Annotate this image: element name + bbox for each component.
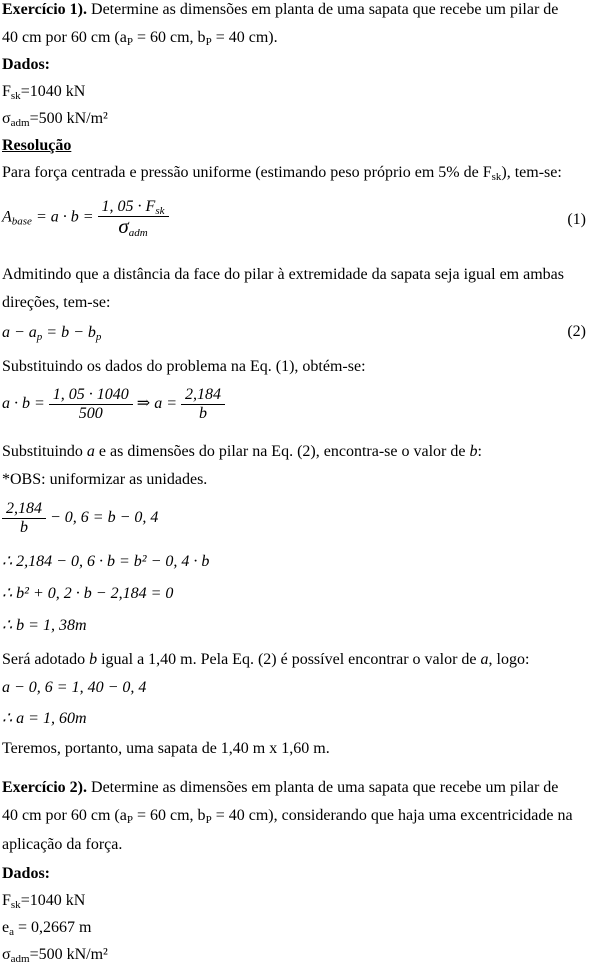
ex1-statement-2-end: = 40 cm). <box>211 29 278 46</box>
equation-6: ∴ b² + 0, 2 · b − 2,184 = 0 <box>2 585 174 602</box>
eq1-denominator: σ <box>118 214 129 238</box>
equation-4 <box>2 500 158 537</box>
ex1-resolucao: Resolução <box>2 137 72 154</box>
ex1-text-1-sub: sk <box>491 171 502 183</box>
ex1-statement-line2 <box>2 28 278 48</box>
ex2-statement-2-mid: = 60 cm, b <box>132 807 206 824</box>
eq4-numerator: 2,184 <box>2 500 46 519</box>
eq2-tag: (2) <box>567 323 586 340</box>
ex1-text-5c: : <box>477 443 482 460</box>
ex2-fsk-sub: sk <box>10 899 21 911</box>
eq1-fraction <box>98 198 169 238</box>
ex2-statement-line1 <box>2 778 558 798</box>
ex1-obs: *OBS: uniformizar as unidades. <box>2 471 208 488</box>
ex1-sigma-sub: adm <box>10 117 30 129</box>
ex1-fsk-label: F <box>2 83 11 100</box>
ex1-text-6-var-b: b <box>89 651 98 668</box>
equation-5: ∴ 2,184 − 0, 6 · b = b² − 0, 4 · b <box>2 553 210 570</box>
ex1-text-1-main: Para força centrada e pressão uniforme (estimando peso próprio em 5% de F <box>2 164 492 181</box>
ex1-statement-2-mid: = 60 cm, b <box>132 29 206 46</box>
eq2-mid: = b − b <box>42 324 96 341</box>
ex1-sub-bp: P <box>205 36 212 48</box>
ex1-text-5-var-a: a <box>86 443 95 460</box>
ex2-ea-label: e <box>2 919 10 936</box>
ex2-statement-2: 40 cm por 60 cm (a <box>2 807 127 824</box>
equation-1 <box>2 198 169 238</box>
ex1-text-5 <box>2 442 482 462</box>
eq4-fraction <box>2 500 46 537</box>
ex2-sigma <box>2 945 108 965</box>
ex2-sigma-sub: adm <box>10 953 30 965</box>
equation-7: ∴ b = 1, 38m <box>2 617 87 634</box>
ex1-sigma <box>2 109 108 129</box>
eq3-fraction-2 <box>181 386 225 423</box>
ex1-text-5b: e as dimensões do pilar na Eq. (2), encontra-se o valor de <box>94 443 470 460</box>
eq1-numerator-sub: sk <box>155 205 165 217</box>
equation-9: ∴ a = 1, 60m <box>2 710 87 727</box>
ex2-statement-3: aplicação da força. <box>2 836 123 853</box>
eq3-numerator-2: 2,184 <box>181 386 225 405</box>
eq3-lhs: a · b = <box>2 395 49 413</box>
ex1-text-6a: Será adotado <box>2 651 90 668</box>
eq3-fraction-1 <box>49 386 133 423</box>
ex1-text-4: Substituindo os dados do problema na Eq. (1), obtém-se: <box>2 358 366 375</box>
eq3-arrow: ⇒ a = <box>136 395 181 413</box>
ex1-dados-label: Dados: <box>2 56 51 73</box>
equation-3 <box>2 386 225 423</box>
eq3-denominator: 500 <box>78 405 103 422</box>
eq2-part1: a − a <box>2 324 37 341</box>
eq1-mid: = a · b = <box>31 208 98 226</box>
eq1-lhs-sub: base <box>11 215 32 228</box>
ex1-text-5a: Substituindo <box>2 443 87 460</box>
eq2-sub1: p <box>36 331 43 343</box>
eq1-tag: (1) <box>567 211 586 228</box>
ex1-text-6b: igual a 1,40 m. Pela Eq. (2) é possível encontrar o valor de <box>97 651 481 668</box>
ex2-fsk-value: =1040 kN <box>20 892 86 909</box>
ex1-text-6-var-a: a <box>480 651 489 668</box>
ex1-statement-1: Determine as dimensões em planta de uma sapata que recebe um pilar de <box>91 1 559 18</box>
ex1-text-6c: , logo: <box>488 651 530 668</box>
ex2-fsk <box>2 891 85 911</box>
ex1-text-2: Admitindo que a distância da face do pilar à extremidade da sapata seja igual em ambas <box>2 266 564 283</box>
ex2-statement-2-end: = 40 cm), considerando que haja uma excentricidade na <box>211 807 573 824</box>
eq2-sub2: p <box>95 331 102 343</box>
ex1-text-1 <box>2 163 562 183</box>
ex1-text-1-end: ), tem-se: <box>501 164 562 181</box>
ex2-sub-bp: P <box>205 814 212 826</box>
ex2-ea-value: = 0,2667 m <box>14 919 92 936</box>
eq1-lhs: A <box>2 208 12 226</box>
ex1-sigma-label: σ <box>2 110 11 127</box>
ex1-text-6 <box>2 650 529 670</box>
ex1-fsk-sub: sk <box>10 90 21 102</box>
ex2-fsk-label: F <box>2 892 11 909</box>
ex2-statement-line2 <box>2 806 573 826</box>
ex2-sub-ap: P <box>126 814 133 826</box>
eq1-numerator: 1, 05 · F <box>101 198 156 215</box>
ex2-ea <box>2 918 91 938</box>
eq3-denominator-2: b <box>199 405 207 422</box>
equation-2 <box>2 322 101 344</box>
ex1-sigma-value: =500 kN/m² <box>29 110 108 127</box>
eq3-numerator: 1, 05 · 1040 <box>49 386 133 405</box>
ex1-text-7: Teremos, portanto, uma sapata de 1,40 m x 1,60 m. <box>2 740 330 757</box>
ex1-sub-ap: P <box>126 36 133 48</box>
ex2-statement-1: Determine as dimensões em planta de uma sapata que recebe um pilar de <box>91 779 559 796</box>
ex1-fsk <box>2 82 85 102</box>
eq1-denominator-sub: adm <box>128 227 148 239</box>
ex2-ea-sub: a <box>9 926 14 938</box>
eq4-rest: − 0, 6 = b − 0, 4 <box>46 509 159 527</box>
ex1-fsk-value: =1040 kN <box>20 83 86 100</box>
ex2-sigma-value: =500 kN/m² <box>29 946 108 963</box>
eq4-denominator: b <box>20 519 28 536</box>
ex2-dados-label: Dados: <box>2 865 51 882</box>
ex1-title: Exercício 1). <box>2 1 88 18</box>
ex1-statement-2: 40 cm por 60 cm (a <box>2 29 127 46</box>
ex1-text-3: direções, tem-se: <box>2 294 111 311</box>
ex1-text-5-var-b: b <box>469 443 478 460</box>
ex1-statement-line1 <box>2 0 558 20</box>
ex2-title: Exercício 2). <box>2 779 88 796</box>
equation-8: a − 0, 6 = 1, 40 − 0, 4 <box>2 679 147 696</box>
ex2-sigma-label: σ <box>2 946 11 963</box>
